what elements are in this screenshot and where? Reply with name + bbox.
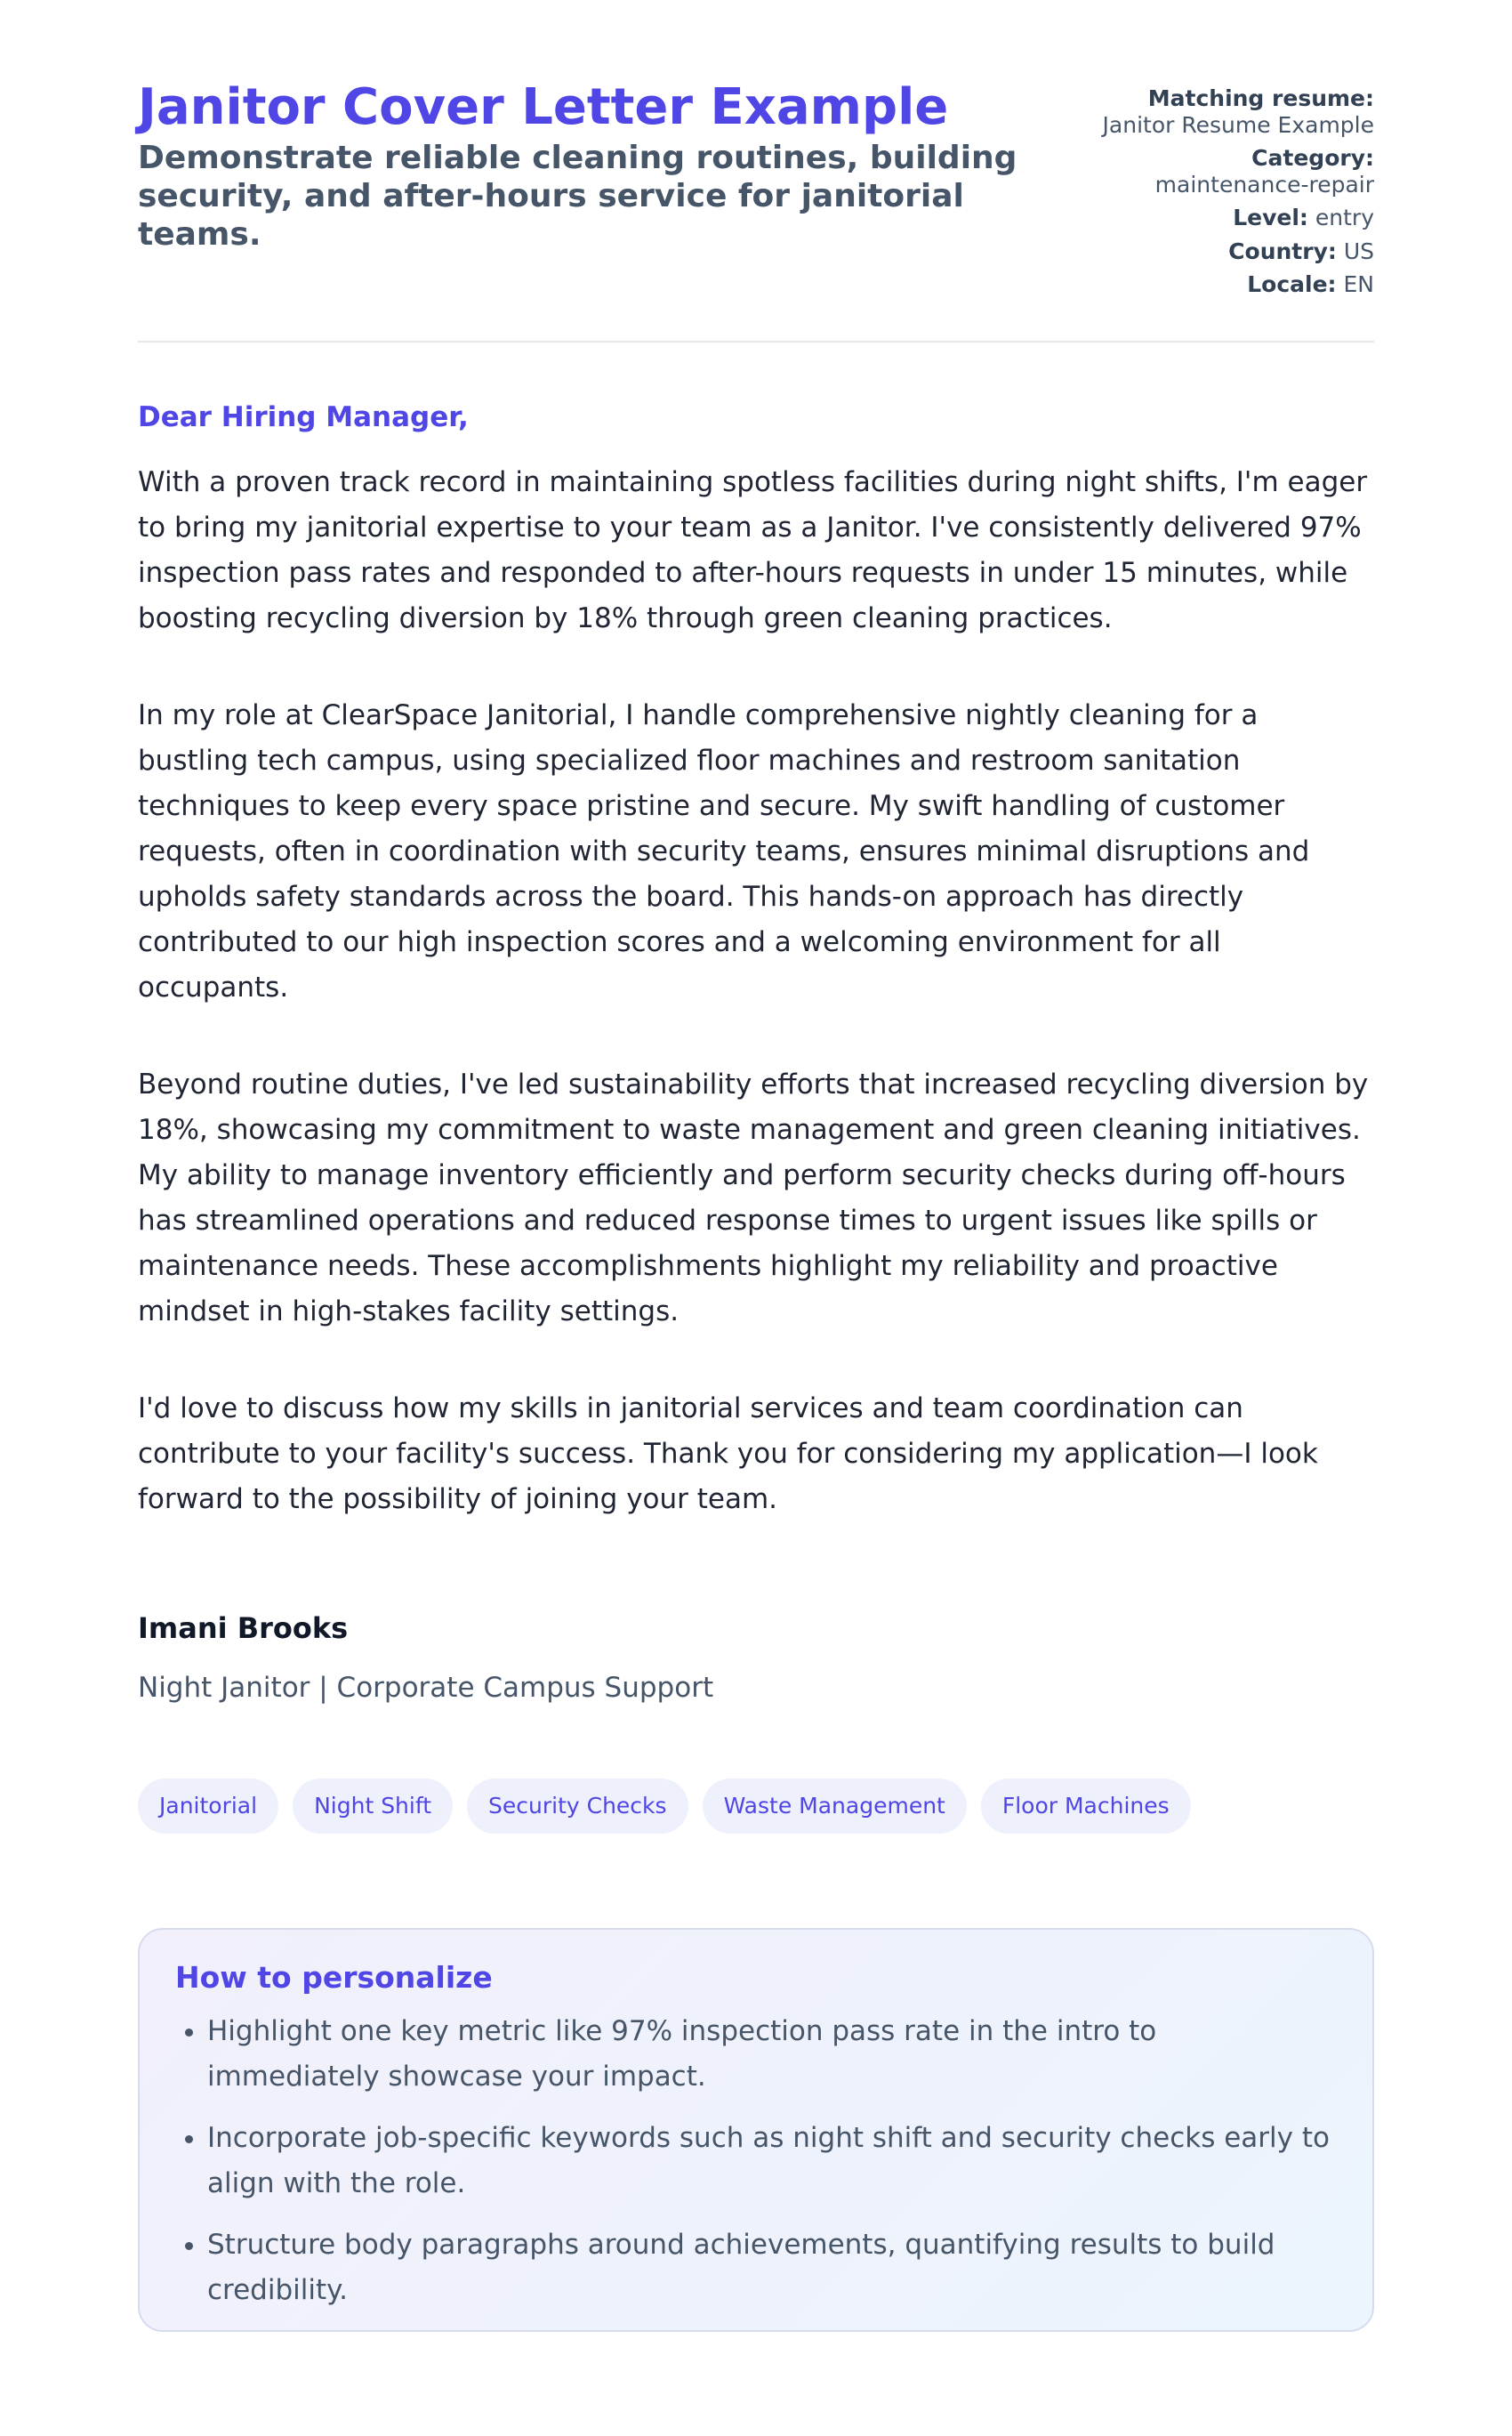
tip-item-1: • Highlight one key metric like 97% inspection pass rate in the intro to immediately showcase your impact. bbox=[207, 2009, 1337, 2100]
letter-paragraph-1: With a proven track record in maintaining spotless facilities during night shifts, I'm eager to bring my janitorial expertise to your team as a Janitor. I've consistently delivered 97% inspection pass rates and responded to after-hours requests in under 15 minutes, while boosting recycling diversion by 18% through green cleaning practices. bbox=[138, 465, 1368, 634]
letter-paragraph-3: Beyond routine duties, I've led sustainability efforts that increased recycling diversion by 18%, showcasing my commitment to waste management and green cleaning initiatives. My ability to manage inventory efficiently and perform security checks during off-hours has streamlined operations and reduced response times to urgent issues like spills or maintenance needs. These accomplishments highlight my reliability and proactive mindset in high-stakes facility settings. bbox=[138, 1068, 1369, 1327]
skill-tags bbox=[138, 1779, 1374, 1834]
meta-matching-resume-value[interactable]: Janitor Resume Example bbox=[1102, 111, 1374, 138]
meta-country-value: US bbox=[1343, 238, 1374, 264]
title-block bbox=[138, 80, 1027, 254]
tag-floor-machines[interactable]: Floor Machines bbox=[981, 1779, 1191, 1834]
signer-name: Imani Brooks bbox=[138, 1610, 349, 1645]
tag-waste-management[interactable]: Waste Management bbox=[703, 1779, 967, 1834]
meta-level-label: Level: bbox=[1233, 205, 1308, 230]
meta-category-label: Category: bbox=[1251, 145, 1374, 171]
meta-level bbox=[1081, 205, 1374, 231]
meta-level-value: entry bbox=[1315, 205, 1374, 230]
letter-greeting: Dear Hiring Manager, bbox=[138, 400, 469, 433]
letter-paragraph-2: In my role at ClearSpace Janitorial, I handle comprehensive nightly cleaning for a bustling tech campus, using specialized floor machines and restroom sanitation techniques to keep every space pristine and secure. My swift handling of customer requests, often in coordination with security teams, ensures minimal disruptions and upholds safety standards across the board. This hands-on approach has directly contributed to our high inspection scores and a welcoming environment for all occupants. bbox=[138, 698, 1310, 1004]
tag-janitorial[interactable]: Janitorial bbox=[138, 1779, 278, 1834]
meta-country-label: Country: bbox=[1228, 238, 1337, 264]
tips-title: How to personalize bbox=[175, 1959, 493, 1995]
meta-locale bbox=[1081, 271, 1374, 298]
tag-night-shift[interactable]: Night Shift bbox=[293, 1779, 453, 1834]
tag-security-checks[interactable]: Security Checks bbox=[467, 1779, 688, 1834]
header-divider bbox=[138, 341, 1374, 343]
signer-role: Night Janitor | Corporate Campus Support bbox=[138, 1671, 714, 1704]
tip-item-3: • Structure body paragraphs around achievements, quantifying results to build credibility. bbox=[207, 2222, 1337, 2313]
tips-list bbox=[175, 2009, 1337, 2313]
page-subtitle: Demonstrate reliable cleaning routines, building security, and after-hours service for janitorial teams. bbox=[138, 139, 1017, 253]
cover-letter-page bbox=[138, 0, 1374, 2332]
meta-matching-resume bbox=[1081, 85, 1374, 138]
meta-locale-value: EN bbox=[1343, 271, 1374, 297]
page-title: Janitor Cover Letter Example bbox=[138, 78, 949, 136]
meta-country bbox=[1081, 238, 1374, 265]
meta-matching-resume-label: Matching resume: bbox=[1147, 85, 1374, 111]
letter-paragraph-4: I'd love to discuss how my skills in janitorial services and team coordination can contribute to your facility's success. Thank you for considering my application—I look forward to the possibility of joining your team. bbox=[138, 1391, 1318, 1515]
meta-panel bbox=[1081, 85, 1374, 305]
tip-item-2: • Incorporate job-specific keywords such as night shift and security checks early to align with the role. bbox=[207, 2116, 1337, 2206]
meta-locale-label: Locale: bbox=[1247, 271, 1337, 297]
meta-category bbox=[1081, 145, 1374, 198]
page-header bbox=[138, 80, 1374, 305]
meta-category-value: maintenance-repair bbox=[1154, 171, 1374, 198]
personalize-tips-box bbox=[138, 1928, 1374, 2332]
